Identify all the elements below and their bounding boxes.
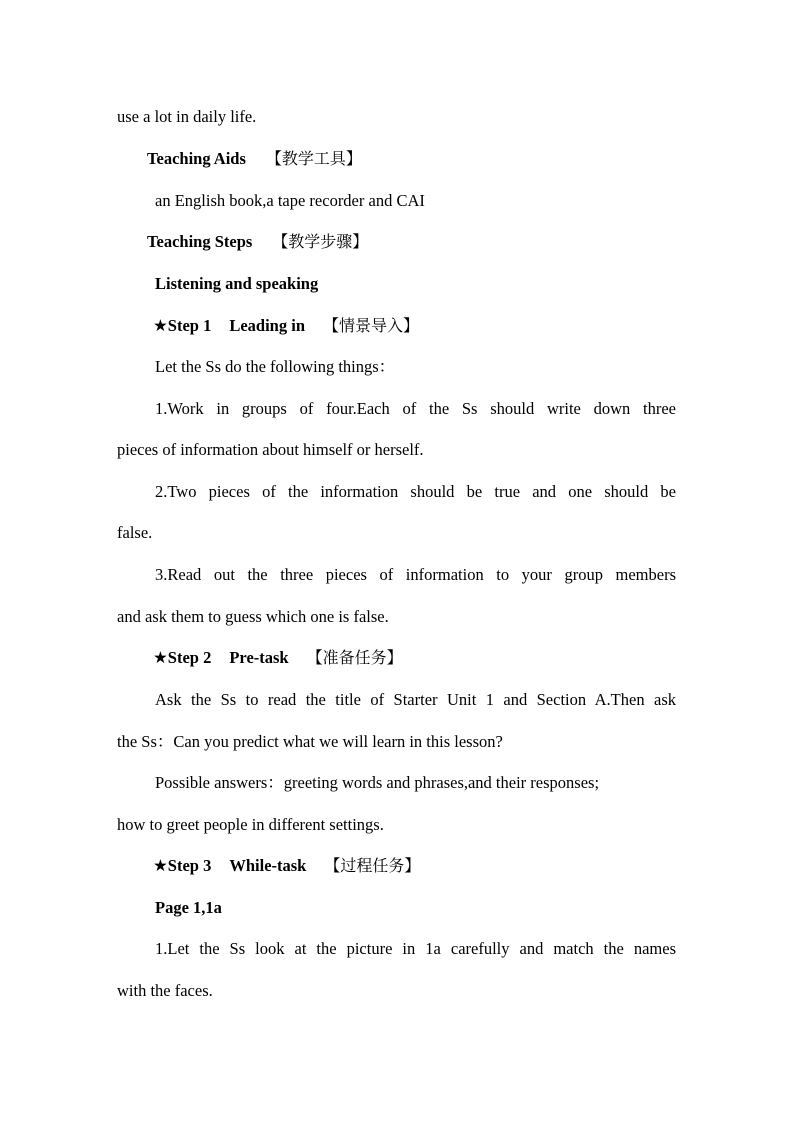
step-cn: 【情景导入】: [323, 316, 420, 335]
star-icon: ★: [153, 316, 168, 335]
paragraph-line: Ask the Ss to read the title of Starter Unit 1 and Section A.Then ask: [155, 690, 676, 709]
star-icon: ★: [153, 648, 168, 667]
paragraph-line: use a lot in daily life.: [117, 107, 257, 126]
teaching-steps-heading: [147, 232, 368, 252]
step-label: Step 1: [167, 316, 212, 335]
page-ref-heading: Page 1,1a: [155, 898, 222, 917]
star-icon: ★: [153, 856, 168, 875]
paragraph-line: pieces of information about himself or herself.: [117, 440, 424, 459]
step3-heading: [153, 856, 420, 876]
step-label: Step 3: [167, 856, 212, 875]
teaching-aids-heading: [147, 149, 362, 169]
step2-heading: [153, 648, 403, 668]
paragraph-line: Let the Ss do the following things：: [155, 357, 396, 376]
heading-cn: 【教学工具】: [265, 149, 362, 168]
paragraph-line: with the faces.: [117, 981, 213, 1000]
paragraph-line: 2.Two pieces of the information should be true and one should be: [155, 482, 676, 501]
heading-cn: 【教学步骤】: [272, 232, 369, 251]
paragraph-line: Possible answers：greeting words and phrases,and their responses;: [155, 773, 600, 792]
paragraph-line: false.: [117, 523, 153, 542]
step-cn: 【准备任务】: [306, 648, 403, 667]
paragraph-line: 1.Work in groups of four.Each of the Ss should write down three: [155, 399, 676, 418]
paragraph-line: 3.Read out the three pieces of information to your group members: [155, 565, 676, 584]
step-cn: 【过程任务】: [324, 856, 421, 875]
paragraph-line: an English book,a tape recorder and CAI: [155, 191, 425, 210]
listening-speaking-heading: Listening and speaking: [155, 274, 319, 293]
paragraph-line: the Ss：Can you predict what we will learn in this lesson?: [117, 732, 503, 751]
heading-text: Teaching Aids: [147, 149, 246, 168]
step-title: While-task: [229, 856, 307, 875]
step-label: Step 2: [167, 648, 212, 667]
step-title: Pre-task: [229, 648, 289, 667]
paragraph-line: how to greet people in different settings.: [117, 815, 384, 834]
paragraph-line: 1.Let the Ss look at the picture in 1a carefully and match the names: [155, 939, 676, 958]
heading-text: Teaching Steps: [147, 232, 253, 251]
paragraph-line: and ask them to guess which one is false.: [117, 607, 389, 626]
step1-heading: [153, 316, 419, 336]
step-title: Leading in: [229, 316, 305, 335]
